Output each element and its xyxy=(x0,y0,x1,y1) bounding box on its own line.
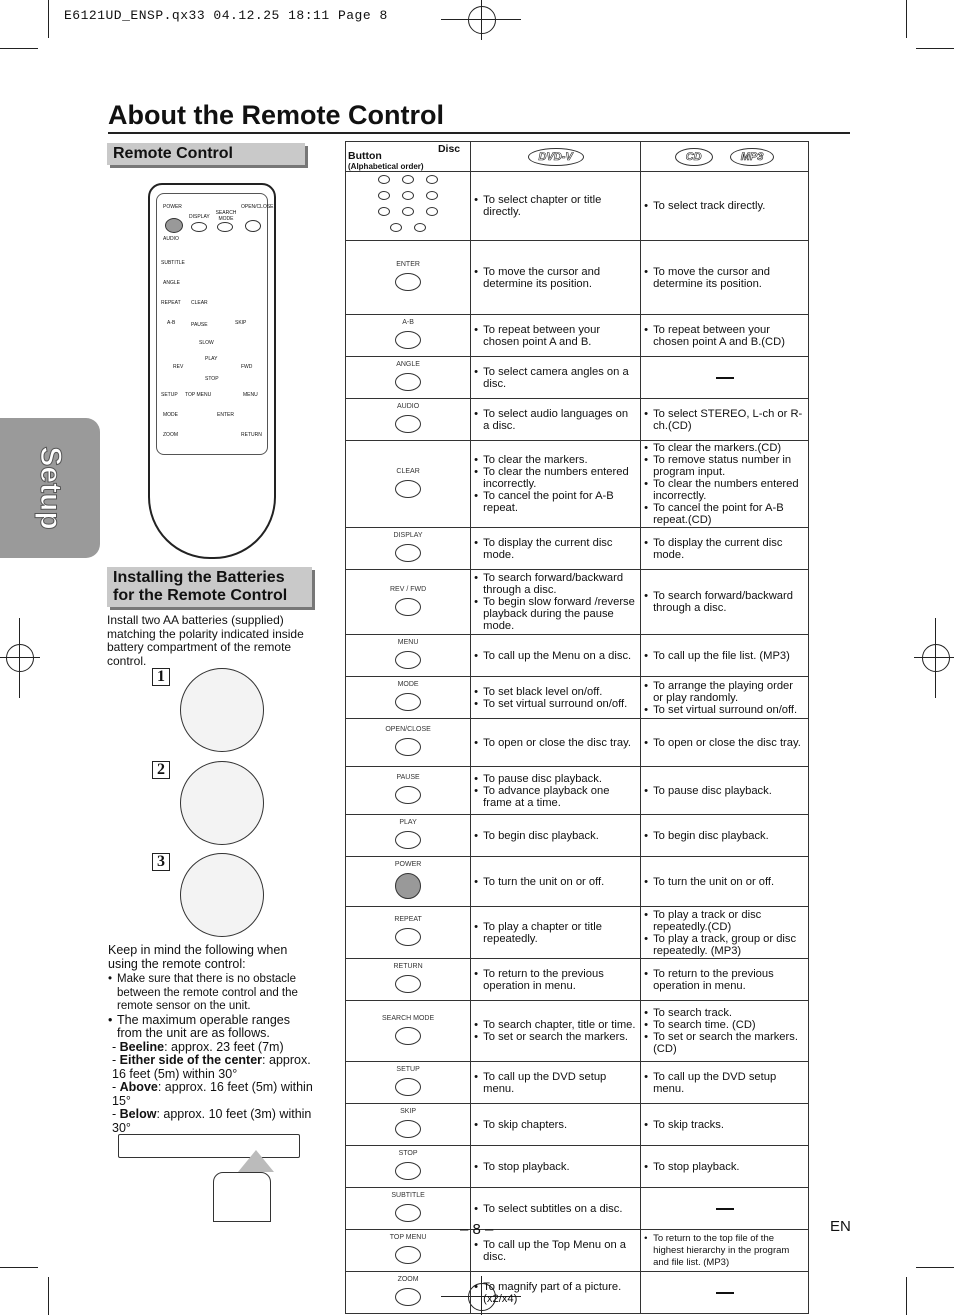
cd-function-cell xyxy=(641,635,809,677)
button-label: OPEN/CLOSE xyxy=(385,726,431,733)
dvd-function-cell xyxy=(471,959,641,1001)
remote-button-icon xyxy=(395,1162,421,1180)
header-button: Button xyxy=(348,150,382,162)
remote-button-icon xyxy=(395,1120,421,1138)
remote-label-audio: AUDIO xyxy=(163,236,179,242)
button-cell xyxy=(346,907,471,959)
registration-mark xyxy=(914,657,954,658)
button-label: SUBTITLE xyxy=(391,1192,425,1199)
function-text: • To magnify part of a picture. (x2/x4) xyxy=(474,1281,637,1305)
table-row xyxy=(346,1230,809,1272)
dvd-function-cell xyxy=(471,1230,641,1272)
range-item: - Either side of the center: approx. 16 feet (5m) within 30° xyxy=(112,1053,311,1081)
page-number: – 8 – xyxy=(460,1221,494,1238)
function-text: • To repeat between your chosen point A and B. xyxy=(474,324,637,348)
remote-label-rev: REV xyxy=(173,364,184,370)
remote-button-icon xyxy=(395,373,421,391)
remote-button-icon xyxy=(395,975,421,993)
crop-mark xyxy=(48,0,49,38)
button-label: REV / FWD xyxy=(389,585,427,593)
button-cell xyxy=(346,959,471,1001)
setup-tab-label: Setup xyxy=(34,446,67,530)
table-row xyxy=(346,1062,809,1104)
table-row xyxy=(346,357,809,399)
function-text: • To turn the unit on or off. xyxy=(474,876,637,888)
button-label: POWER xyxy=(394,861,422,868)
function-text: • To open or close the disc tray. xyxy=(644,737,805,749)
function-text: • To skip chapters. xyxy=(474,1119,637,1131)
remote-tip-illustration xyxy=(213,1172,271,1222)
function-text: • To clear the numbers entered incorrectly. xyxy=(644,478,805,502)
function-text: • To display the current disc mode. xyxy=(644,537,805,561)
remote-keypad xyxy=(156,193,274,455)
remote-label-stop: STOP xyxy=(205,376,219,382)
dvd-function-cell xyxy=(471,1272,641,1314)
function-text: • To search forward/backward through a disc. xyxy=(474,572,637,596)
function-text: • To advance playback one frame at a time. xyxy=(474,785,637,809)
dvd-function-cell xyxy=(471,441,641,528)
function-text: • To begin slow forward /reverse playback during the pause mode. xyxy=(474,596,637,632)
file-header: E6121UD_ENSP.qx33 04.12.25 18:11 Page 8 xyxy=(64,8,388,23)
function-text: • To arrange the playing order or play randomly. xyxy=(644,680,805,704)
button-cell xyxy=(346,172,471,241)
table-corner-cell xyxy=(346,142,471,172)
cd-function-cell xyxy=(641,719,809,767)
button-cell xyxy=(346,441,471,528)
cd-function-cell xyxy=(641,677,809,719)
batteries-intro: Install two AA batteries (supplied) matching the polarity indicated inside battery compartment of the remote control. xyxy=(107,613,304,668)
crop-mark xyxy=(48,1277,49,1315)
button-cell xyxy=(346,815,471,857)
cd-logo-icon: CD xyxy=(675,148,713,166)
button-cell xyxy=(346,399,471,441)
function-text: • To clear the markers.(CD) xyxy=(644,442,805,454)
table-row xyxy=(346,959,809,1001)
function-text: • To turn the unit on or off. xyxy=(644,876,805,888)
title-rule xyxy=(108,132,850,134)
mp3-logo-icon: MP3 xyxy=(730,148,775,166)
function-text: • To set virtual surround on/off. xyxy=(474,698,637,710)
cd-function-cell xyxy=(641,570,809,635)
cd-function-cell xyxy=(641,767,809,815)
function-text: • To display the current disc mode. xyxy=(474,537,637,561)
keep-in-mind xyxy=(108,944,318,1135)
button-cell xyxy=(346,570,471,635)
cd-function-cell xyxy=(641,357,809,399)
section-remote-control: Remote Control xyxy=(107,143,305,165)
function-text: • To begin disc playback. xyxy=(644,830,805,842)
button-label: A-B xyxy=(402,319,414,326)
remote-label-setup: SETUP xyxy=(161,392,178,398)
dvd-function-cell xyxy=(471,357,641,399)
function-text: • To clear the numbers entered incorrectly. xyxy=(474,466,637,490)
function-text: • To play a chapter or title repeatedly. xyxy=(474,921,637,945)
button-cell xyxy=(346,1146,471,1188)
registration-mark xyxy=(6,644,34,672)
dvd-function-cell xyxy=(471,241,641,315)
remote-button-icon xyxy=(395,1288,421,1306)
function-text: • To cancel the point for A-B repeat.(CD) xyxy=(644,502,805,526)
crop-mark xyxy=(0,48,38,49)
remote-button-icon xyxy=(395,928,421,946)
registration-mark xyxy=(0,657,40,658)
cd-function-cell xyxy=(641,315,809,357)
button-label: ANGLE xyxy=(396,361,420,368)
cd-function-cell xyxy=(641,528,809,570)
table-header-row xyxy=(346,142,809,172)
remote-button xyxy=(245,220,261,232)
function-text: • To set or search the markers. (CD) xyxy=(644,1031,805,1055)
remote-button-icon xyxy=(395,1078,421,1096)
remote-label-zoom: ZOOM xyxy=(163,432,178,438)
table-row xyxy=(346,767,809,815)
step-number: 1 xyxy=(152,668,170,686)
remote-label-return: RETURN xyxy=(241,432,262,438)
table-row xyxy=(346,172,809,241)
function-text: • To select track directly. xyxy=(644,200,805,212)
function-text: • To select subtitles on a disc. xyxy=(474,1203,637,1215)
range-text: : approx. 10 feet (3m) within 30° xyxy=(112,1107,312,1135)
button-cell xyxy=(346,1230,471,1272)
button-cell xyxy=(346,1272,471,1314)
header-disc: Disc xyxy=(437,143,461,155)
cd-function-cell xyxy=(641,1230,809,1272)
function-text: • To call up the Menu on a disc. xyxy=(474,650,637,662)
crop-mark xyxy=(906,1277,907,1315)
language-label: EN xyxy=(830,1218,851,1235)
function-text: • To pause disc playback. xyxy=(644,785,805,797)
function-text: • To set black level on/off. xyxy=(474,686,637,698)
function-text: • To select STEREO, L-ch or R-ch.(CD) xyxy=(644,408,805,432)
function-text: • To search time. (CD) xyxy=(644,1019,805,1031)
cd-function-cell xyxy=(641,241,809,315)
remote-button-icon xyxy=(395,873,421,899)
dvd-function-cell xyxy=(471,857,641,907)
function-text: • To set virtual surround on/off. xyxy=(644,704,805,716)
dvd-function-cell xyxy=(471,528,641,570)
dvd-function-cell xyxy=(471,767,641,815)
cd-function-cell xyxy=(641,1272,809,1314)
remote-button-icon xyxy=(395,651,421,669)
remote-label-display: DISPLAY xyxy=(189,214,210,220)
function-text: • To call up the file list. (MP3) xyxy=(644,650,805,662)
table-row xyxy=(346,528,809,570)
crop-mark xyxy=(906,0,907,38)
cd-function-cell xyxy=(641,1188,809,1230)
step-number: 2 xyxy=(152,761,170,779)
button-label: MODE xyxy=(397,681,419,688)
remote-button-icon xyxy=(395,598,421,616)
registration-mark xyxy=(468,6,496,34)
function-text: • To return to the previous operation in menu. xyxy=(474,968,637,992)
button-label: ZOOM xyxy=(397,1276,419,1283)
arrow-icon xyxy=(238,1150,274,1172)
button-cell xyxy=(346,1104,471,1146)
button-label: REPEAT xyxy=(394,916,422,923)
function-text: • To select chapter or title directly. xyxy=(474,194,637,218)
registration-mark xyxy=(935,618,936,698)
header-cd-mp3 xyxy=(641,142,809,172)
button-cell xyxy=(346,767,471,815)
range-text: : approx. 16 feet (5m) within 30° xyxy=(112,1053,311,1081)
button-function-table xyxy=(345,141,809,1314)
setup-side-tab xyxy=(0,418,100,558)
function-text: • To open or close the disc tray. xyxy=(474,737,637,749)
keep-in-mind-bullet: • The maximum operable ranges from the unit are as follows. xyxy=(108,1014,318,1041)
function-text: • To call up the Top Menu on a disc. xyxy=(474,1239,637,1263)
remote-button xyxy=(191,222,207,232)
crop-mark xyxy=(916,48,954,49)
function-text: • To move the cursor and determine its position. xyxy=(474,266,637,290)
page-title: About the Remote Control xyxy=(108,100,444,130)
function-text: • To play a track or disc repeatedly.(CD) xyxy=(644,909,805,933)
range-text: : approx. 16 feet (5m) within 15° xyxy=(112,1080,313,1108)
remote-label-skip: SKIP xyxy=(235,320,247,326)
function-text: • To clear the markers. xyxy=(474,454,637,466)
cd-function-cell xyxy=(641,172,809,241)
remote-button-icon xyxy=(395,738,421,756)
dvd-function-cell xyxy=(471,1104,641,1146)
remote-label-subtitle: SUBTITLE xyxy=(161,260,185,266)
remote-button-icon xyxy=(395,1204,421,1222)
remote-label-slow: SLOW xyxy=(199,340,214,346)
button-label: ENTER xyxy=(396,261,420,268)
function-text: • To select audio languages on a disc. xyxy=(474,408,637,432)
remote-button-icon xyxy=(395,786,421,804)
button-label: STOP xyxy=(398,1150,418,1157)
function-text: • To play a track, group or disc repeatedly. (MP3) xyxy=(644,933,805,957)
button-label: SEARCH MODE xyxy=(382,1014,435,1022)
table-row xyxy=(346,315,809,357)
dvd-function-cell xyxy=(471,1062,641,1104)
cd-function-cell xyxy=(641,399,809,441)
range-item: - Above: approx. 16 feet (5m) within 15° xyxy=(112,1080,313,1108)
table-row xyxy=(346,441,809,528)
remote-label-repeat: REPEAT xyxy=(161,300,181,306)
function-text: • To search track. xyxy=(644,1007,805,1019)
dvd-function-cell xyxy=(471,570,641,635)
dvd-function-cell xyxy=(471,399,641,441)
battery-step-illustration xyxy=(180,668,264,752)
not-applicable-dash xyxy=(716,377,734,379)
remote-button-icon xyxy=(395,1027,421,1045)
button-cell xyxy=(346,857,471,907)
remote-label-power: POWER xyxy=(163,204,182,210)
cd-function-cell xyxy=(641,815,809,857)
function-text: • To skip tracks. xyxy=(644,1119,805,1131)
dvd-function-cell xyxy=(471,815,641,857)
cd-function-cell xyxy=(641,441,809,528)
not-applicable-dash xyxy=(716,1292,734,1294)
function-text: • To pause disc playback. xyxy=(474,773,637,785)
function-text: • To set or search the markers. xyxy=(474,1031,637,1043)
dvd-function-cell xyxy=(471,1188,641,1230)
table-row xyxy=(346,570,809,635)
cd-function-cell xyxy=(641,1146,809,1188)
function-text: • To search chapter, title or time. xyxy=(474,1019,637,1031)
table-row xyxy=(346,907,809,959)
table-row xyxy=(346,857,809,907)
dvd-function-cell xyxy=(471,1001,641,1062)
function-text: • To move the cursor and determine its position. xyxy=(644,266,805,290)
range-label: Above xyxy=(119,1080,158,1094)
function-text: • To search forward/backward through a disc. xyxy=(644,590,805,614)
button-cell xyxy=(346,1001,471,1062)
function-text: • To return to the previous operation in menu. xyxy=(644,968,805,992)
step-number: 3 xyxy=(152,853,170,871)
remote-button xyxy=(217,222,233,232)
function-text: • To begin disc playback. xyxy=(474,830,637,842)
dvd-function-cell xyxy=(471,1146,641,1188)
dvd-function-cell xyxy=(471,635,641,677)
range-label: Below xyxy=(119,1107,157,1121)
function-text: • To call up the DVD setup menu. xyxy=(644,1071,805,1095)
remote-button-icon xyxy=(395,693,421,711)
remote-label-top-menu: TOP MENU xyxy=(185,392,212,398)
button-cell xyxy=(346,315,471,357)
range-item: - Below: approx. 10 feet (3m) within 30° xyxy=(112,1107,312,1135)
cd-function-cell xyxy=(641,1001,809,1062)
dvd-function-cell xyxy=(471,719,641,767)
remote-label-angle: ANGLE xyxy=(163,280,180,286)
range-item: - Beeline: approx. 23 feet (7m) xyxy=(112,1039,284,1054)
table-row xyxy=(346,635,809,677)
table-row xyxy=(346,1188,809,1230)
table-row xyxy=(346,1104,809,1146)
remote-label-menu: MENU xyxy=(243,392,258,398)
remote-button-icon xyxy=(395,331,421,349)
function-text: • To stop playback. xyxy=(474,1161,637,1173)
button-label: SKIP xyxy=(400,1108,417,1115)
header-alpha: (Alphabetical order) xyxy=(348,162,424,171)
button-label: SETUP xyxy=(396,1066,420,1073)
remote-label-play: PLAY xyxy=(205,356,218,362)
remote-label-enter: ENTER xyxy=(217,412,234,418)
dvd-function-cell xyxy=(471,677,641,719)
table-row xyxy=(346,1272,809,1314)
dvd-function-cell xyxy=(471,172,641,241)
section-batteries: Installing the Batteries for the Remote Control xyxy=(107,567,312,607)
crop-mark xyxy=(0,1267,38,1268)
crop-mark xyxy=(916,1267,954,1268)
function-text: • To remove status number in program input. xyxy=(644,454,805,478)
remote-label-search-mode: SEARCH MODE xyxy=(215,210,237,222)
remote-label-open-close: OPEN/CLOSE xyxy=(241,204,274,210)
button-cell xyxy=(346,528,471,570)
remote-power-button xyxy=(165,218,183,233)
button-cell xyxy=(346,719,471,767)
remote-label-fwd: FWD xyxy=(241,364,253,370)
header-dvd xyxy=(471,142,641,172)
remote-button-icon xyxy=(395,544,421,562)
remote-button-icon xyxy=(395,480,421,498)
button-cell xyxy=(346,241,471,315)
button-label: MENU xyxy=(397,639,419,646)
cd-function-cell xyxy=(641,857,809,907)
function-text: • To repeat between your chosen point A and B.(CD) xyxy=(644,324,805,348)
table-row xyxy=(346,815,809,857)
table-row xyxy=(346,719,809,767)
cd-function-cell xyxy=(641,1062,809,1104)
remote-label-pause: PAUSE xyxy=(191,322,208,328)
table-row xyxy=(346,1001,809,1062)
function-text: • To call up the DVD setup menu. xyxy=(474,1071,637,1095)
button-label: RETURN xyxy=(393,963,423,970)
remote-button-icon xyxy=(395,1246,421,1264)
button-cell xyxy=(346,357,471,399)
button-label: AUDIO xyxy=(396,403,420,410)
keep-in-mind-intro: Keep in mind the following when using the remote control: xyxy=(108,943,288,971)
function-text: • To return to the top file of the highest hierarchy in the program and file list. (MP3) xyxy=(644,1233,805,1269)
registration-mark xyxy=(481,0,482,40)
button-cell xyxy=(346,635,471,677)
range-label: Either side of the center xyxy=(119,1053,263,1067)
function-text: • To select camera angles on a disc. xyxy=(474,366,637,390)
button-label: PAUSE xyxy=(396,774,420,781)
registration-mark xyxy=(922,644,950,672)
button-label: DISPLAY xyxy=(393,532,423,539)
remote-label-ab: A-B xyxy=(167,320,176,326)
cd-function-cell xyxy=(641,959,809,1001)
keep-in-mind-bullet: • Make sure that there is no obstacle between the remote control and the remote sensor on the unit. xyxy=(108,973,318,1014)
remote-illustration xyxy=(148,183,276,559)
remote-button-icon xyxy=(395,415,421,433)
dvd-function-cell xyxy=(471,315,641,357)
table-row xyxy=(346,241,809,315)
remote-button-icon xyxy=(395,273,421,291)
button-label: PLAY xyxy=(399,819,417,826)
button-label: CLEAR xyxy=(396,467,420,475)
function-text: • To cancel the point for A-B repeat. xyxy=(474,490,637,514)
table-row xyxy=(346,399,809,441)
table-row xyxy=(346,1146,809,1188)
battery-step-illustration xyxy=(180,853,264,937)
dvd-function-cell xyxy=(471,907,641,959)
button-cell xyxy=(346,1188,471,1230)
registration-mark xyxy=(19,618,20,698)
cd-function-cell xyxy=(641,1104,809,1146)
function-text: • To stop playback. xyxy=(644,1161,805,1173)
remote-button-icon xyxy=(395,831,421,849)
button-cell xyxy=(346,1062,471,1104)
button-label: TOP MENU xyxy=(389,1234,427,1241)
battery-step-illustration xyxy=(180,761,264,845)
remote-label-clear: CLEAR xyxy=(191,300,208,306)
number-keypad-icon xyxy=(346,174,470,238)
range-label: Beeline xyxy=(119,1039,165,1054)
not-applicable-dash xyxy=(716,1208,734,1210)
cd-function-cell xyxy=(641,907,809,959)
remote-label-mode: MODE xyxy=(163,412,178,418)
range-list xyxy=(108,1041,318,1136)
dvd-logo-icon: DVD-V xyxy=(528,148,584,166)
button-cell xyxy=(346,677,471,719)
range-text: : approx. 23 feet (7m) xyxy=(164,1039,284,1054)
table-row xyxy=(346,677,809,719)
